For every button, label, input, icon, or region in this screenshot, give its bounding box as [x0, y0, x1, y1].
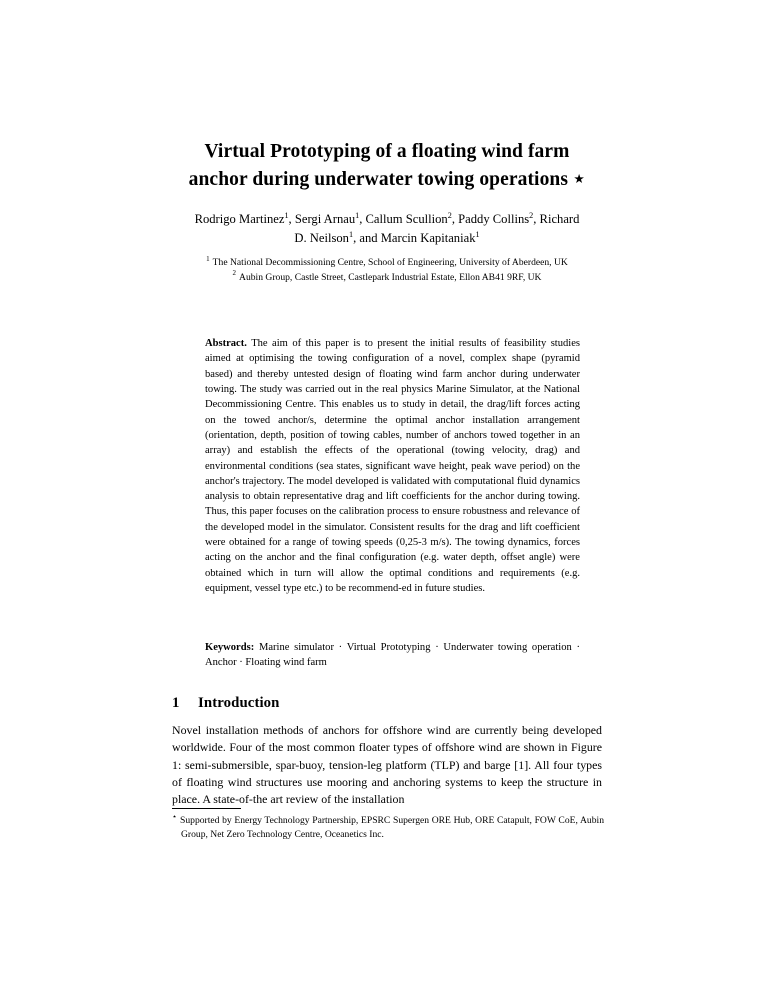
author-name: Richard: [539, 212, 580, 226]
author-line-2: D. Neilson$^1$, and Marcin Kapitaniak$^1$: [294, 229, 480, 246]
author-name: Paddy Collins: [458, 212, 530, 226]
affiliation-item: [148, 271, 626, 286]
abstract-text: The aim of this paper is to present the initial results of feasibility studies aimed at optimising the towing configuration of a novel, complex shape (pyramid based) and thereby untested design of floating wind farm anchor during underwater towing. The study was carried out in the real physics Marine Simulator, at the National Decommissioning Centre. This enables us to study in detail, the drag/lift forces acting on the towed anchor/s, determine the optimal anchor installation arrangement (orientation, depth, position of towing cables, number of anchors towed together in an array) and establish the effects of the operational (towing velocity, drag) and environmental conditions (sea states, significant wave height, peak wave period) on the anchor's trajectory. The model developed is validated with computational fluid dynamics analysis to obtain representative drag and lift coefficients for the anchor during towing. Thus, this paper focuses on the calibration process to ensure robustness and relevance of the developed model in the simulator. Consistent results for the drag and lift coefficient were obtained for a range of towing speeds (0,25-3 m/s). The towing dynamics, forces acting on the anchor and the final configuration (e.g. water depth, offset angle) were obtained which in turn will allow the optimal conditions and requirements (e.g. equipment, vessel type etc.) to be recommend-ed in future studies.: [205, 338, 581, 594]
body-paragraph: Novel installation methods of anchors for offshore wind are currently being developed worldwide. Four of the most common floater types of offshore wind are shown in Figure 1: semi-submersible, spar-buoy, tension-leg platform (TLP) and barge [1]. All four types of floating wind structures use mooring and anchoring systems to keep the structure in place. A state-of-the art review of the installation: [172, 723, 602, 807]
author-affiliation-marker: 1: [475, 229, 480, 239]
author-line-1: Rodrigo Martinez$^1$, Sergi Arnau$^1$, Callum Scullion$^2$, Paddy Collins$^2$, Richard: [194, 210, 580, 226]
affiliation-marker: 1: [206, 254, 210, 263]
footnote-marker: ⋆: [172, 811, 178, 821]
keywords-label: Keywords:: [205, 642, 255, 653]
page-title: [172, 138, 602, 193]
author-affiliation-marker: 1: [355, 210, 360, 220]
affiliation-text: The National Decommissioning Centre, School of Engineering, University of Aberdeen, UK: [212, 257, 568, 268]
author-name: Rodrigo Martinez: [194, 212, 285, 226]
affiliation-text: Aubin Group, Castle Street, Castlepark Industrial Estate, Ellon AB41 9RF, UK: [239, 271, 542, 283]
author-affiliation-marker: 2: [529, 210, 534, 220]
abstract-section: [205, 336, 580, 596]
affiliation-marker: 2: [232, 269, 237, 278]
affiliation-list: [148, 256, 626, 285]
affiliation-item: [148, 256, 626, 271]
author-name: D. Neilson: [294, 231, 349, 246]
keywords-text: Marine simulator · Virtual Prototyping · Underwater towing operation · Anchor · Floating wind farm: [205, 642, 580, 669]
author-affiliation-marker: 1: [284, 210, 289, 220]
author-affiliation-marker: 2: [447, 210, 452, 220]
abstract-paragraph: [205, 336, 580, 596]
footnote: [172, 811, 604, 842]
section-number: 1: [172, 695, 180, 711]
keywords-section: [205, 640, 580, 671]
section-heading-introduction: [172, 695, 602, 712]
abstract-label: Abstract.: [205, 338, 247, 349]
footnote-body: [172, 811, 604, 842]
author-name: Callum Scullion: [365, 212, 448, 226]
author-name: Sergi Arnau: [294, 212, 356, 226]
footnote-text: Supported by Energy Technology Partnership, EPSRC Supergen ORE Hub, ORE Catapult, FOW CoE, Aubin Group, Net Zero Technology Centre, Oceanetics Inc.: [180, 815, 604, 840]
section-body-introduction: [172, 722, 602, 809]
title-line-2: anchor during underwater towing operations ⋆: [188, 168, 586, 190]
section-title: Introduction: [198, 695, 280, 711]
author-name: Marcin Kapitaniak: [380, 231, 476, 246]
author-affiliation-marker: 1: [348, 229, 354, 239]
author-list: [172, 210, 602, 248]
title-line-1: Virtual Prototyping of a floating wind farm: [204, 141, 570, 162]
footnote-separator-rule: [172, 808, 241, 809]
